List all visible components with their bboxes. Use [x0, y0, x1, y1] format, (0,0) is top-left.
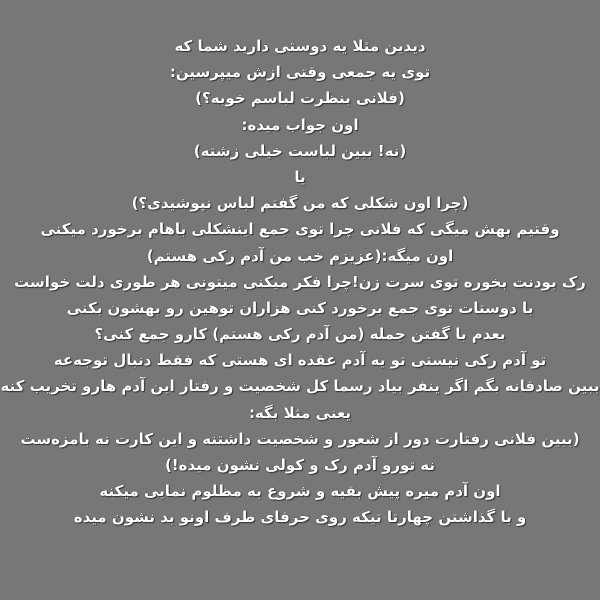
text-line-13: تو آدم رکی نیستی تو یه آدم عقده ای هستی که فقط دنبال توجه‌عه: [53, 351, 547, 370]
text-line-3: (فلانی بنظرت لباسم خوبه؟): [195, 89, 405, 108]
text-line-8: وقتیم بهش میگی که فلانی چرا توی جمع اینشکلی باهام برخورد میکنی: [40, 220, 560, 239]
text-line-9: اون میگه:(عزیزم خب من آدم رکی هستم): [146, 246, 454, 265]
text-line-18: اون آدم میره پیش بقیه و شروع به مظلوم نمایی میکنه: [99, 482, 501, 501]
text-line-12: بعدم با گفتن جمله (من آدم رکی هستم) کارو جمع کنی؟: [94, 325, 506, 344]
text-line-10: رک بودنت بخوره توی سرت زن!چرا فکر میکنی میتونی هر طوری دلت خواست: [14, 272, 586, 291]
persian-text-block: [0, 33, 600, 531]
text-line-7: (چرا اون شکلی که من گفتم لباس نپوشیدی؟): [131, 194, 469, 213]
text-line-16: (ببین فلانی رفتارت دور از شعور و شخصیت داشتنه و این کارت نه بامزه‌ست: [20, 429, 580, 448]
text-line-19: و با گذاشتن چهارتا تیکه روی حرفای طرف اونو بد نشون میده: [73, 508, 527, 527]
text-line-1: دیدین مثلا یه دوستی دارید شما که: [174, 37, 426, 55]
text-line-17: نه تورو آدم رک و کولی نشون میده!): [164, 456, 436, 474]
text-line-6: یا: [294, 167, 306, 186]
text-line-4: اون جواب میده:: [241, 115, 359, 134]
text-line-15: یعنی مثلا بگه:: [248, 403, 352, 422]
text-line-5: (نه! ببین لباست خیلی زشته): [193, 141, 407, 160]
text-line-11: با دوستات توی جمع برخورد کنی هزاران توهین رو بهشون بکنی: [66, 298, 534, 317]
text-line-14: ببین صادقانه بگم اگر ینفر بیاد رسما کل شخصیت و رفتار این آدم هارو تخریب کنه: [0, 377, 600, 396]
text-line-2: توی یه جمعی وقتی ازش میپرسین:: [169, 63, 431, 82]
